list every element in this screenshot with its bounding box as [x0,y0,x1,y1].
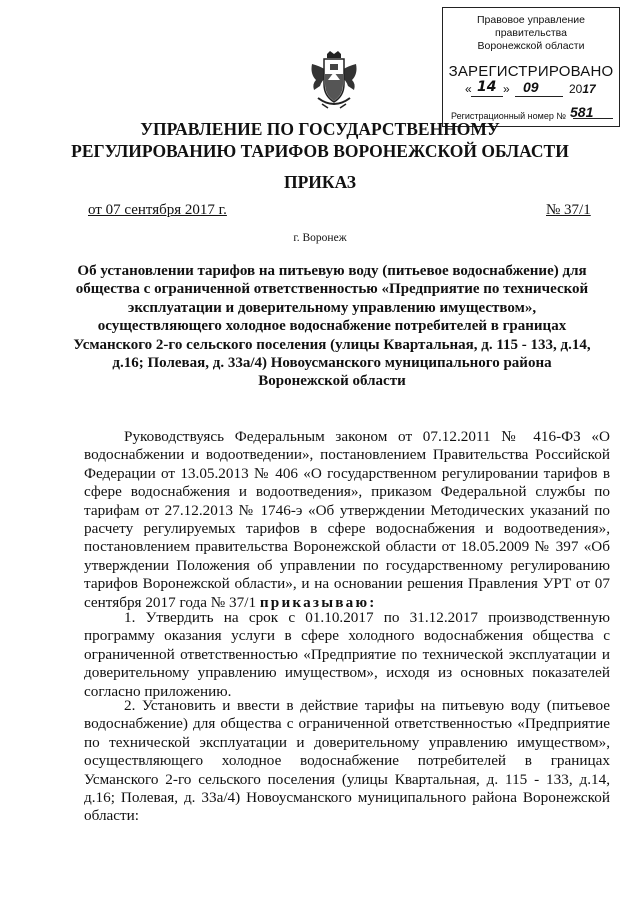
order-word: приказываю: [259,593,377,611]
stamp-date-month: 09 [523,79,539,95]
authority-name: УПРАВЛЕНИЕ ПО ГОСУДАРСТВЕННОМУ РЕГУЛИРОВАНИЮ ТАРИФОВ ВОРОНЕЖСКОЙ ОБЛАСТИ [71,119,569,161]
stamp-date-year: 2017 [569,82,596,96]
stamp-org-line-2: Воронежской области [477,40,585,52]
stamp-reg-label: Регистрационный номер № [451,111,567,121]
order-title: Об установлении тарифов на питьевую воду (питьевое водоснабжение) для общества с ограниченной ответственностью «Предприятие по технической эксплуатации и доверительному управлению имуществом», осуществляющего холодное водоснабжение потребителей в границах Усманского 2-го сельского поселения (улицы Квартальная, д. 115 - 133, д.14, д.16; Полевая, д. 33а/4) Новоусманского муниципального района Воронежской области [73,263,591,390]
stamp-org-line-1: Правовое управление правительства [476,14,585,39]
stamp-organization [443,14,619,53]
voronezh-coat-of-arms-icon [308,50,360,112]
order-number: № 37/1 [546,202,591,218]
registration-stamp [442,7,620,127]
preamble-text: Руководствуясь Федеральным законом от 07.12.2011 № 416-ФЗ «О водоснабжении и водоотведении», постановлением Правительства Российской Федерации от 13.05.2013 № 406 «О государственном регулировании тарифов в сфере водоснабжения и водоотведения», приказом Федеральной службы по тарифам от 27.12.2013 № 1746-э «Об утверждении Методических указаний по расчету регулируемых тарифов в сфере водоснабжения и водоотведения», постановлением правительства Воронежской области от 18.05.2009 № 397 «Об утверждении Положения об управлении по государственному регулированию тарифов Воронежской области», и на основании решения Правления УРТ от 07 сентября 2017 года № 37/1 [84,428,610,611]
stamp-date-day: 14 [477,79,497,95]
item-2-paragraph: 2. Установить и ввести в действие тарифы на питьевую воду (питьевое водоснабжение) для общества с ограниченной ответственностью «Предприятие по технической эксплуатации и доверительному управлению имуществом», осуществляющего холодное водоснабжение потребителей в границах Усманского 2-го сельского поселения (улицы Квартальная, д. 115 - 133, д.14, д.16; Полевая, д. 33а/4) Новоусманского муниципального района Воронежской области: [84,697,610,825]
city: г. Воронеж [293,232,347,244]
preamble-paragraph [84,428,610,612]
document-type: ПРИКАЗ [283,172,357,192]
stamp-status: ЗАРЕГИСТРИРОВАНО [448,63,614,80]
stamp-date: « 14 » 09 2017 [465,79,596,96]
stamp-reg-value: 581 [570,104,594,120]
item-1-paragraph: 1. Утвердить на срок с 01.10.2017 по 31.12.2017 производственную программу оказания услуги в сфере холодного водоснабжения общества с ограниченной ответственностью «Предприятие по технической эксплуатации и доверительному управлению имуществом», исходя из основных показателей согласно приложению. [84,609,610,700]
order-date: от 07 сентября 2017 г. [88,202,227,218]
